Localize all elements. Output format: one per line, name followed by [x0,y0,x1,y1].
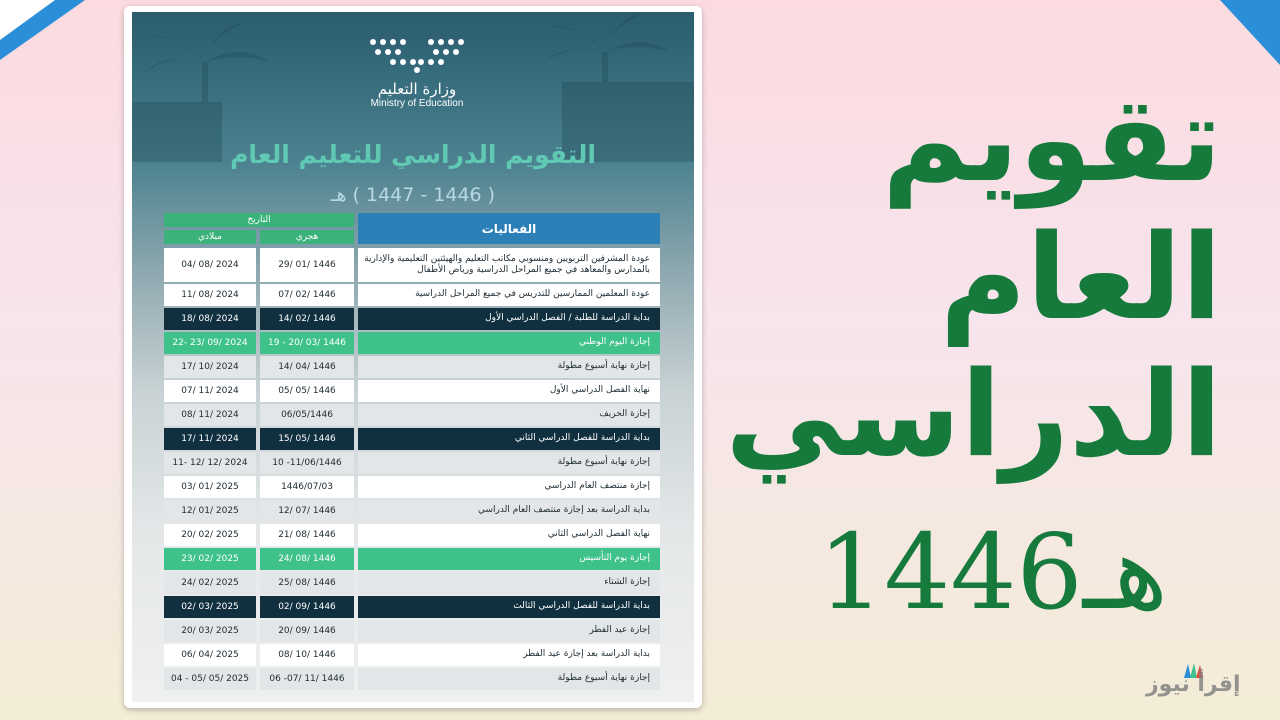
hijri-cell: 14/ 02/ 1446 [260,308,354,330]
table-row [164,428,660,450]
table-row [164,248,660,282]
gregorian-cell: 11/ 08/ 2024 [164,284,256,306]
hijri-cell: 12/ 07/ 1446 [260,500,354,522]
hijri-cell: 08/ 10/ 1446 [260,644,354,666]
headline-line1: تقويم [881,70,1222,208]
table-row [164,548,660,570]
hijri-cell: 19 - 20/ 03/ 1446 [260,332,354,354]
hijri-cell: 05/ 05/ 1446 [260,380,354,402]
gregorian-cell: 08/ 11/ 2024 [164,404,256,426]
header-events: الفعاليات [358,213,660,244]
table-row [164,668,660,690]
gregorian-cell: 23/ 02/ 2025 [164,548,256,570]
table-row [164,404,660,426]
event-cell: إجازة الشتاء [358,572,660,594]
event-cell: بداية الدراسة للفصل الدراسي الثالث [358,596,660,618]
gregorian-cell: 06/ 04/ 2025 [164,644,256,666]
calendar-poster [132,12,694,702]
event-cell: إجازة الخريف [358,404,660,426]
header-date: التاريخ [164,213,354,227]
event-cell: بداية الدراسة للفصل الدراسي الثاني [358,428,660,450]
table-row [164,308,660,330]
hijri-cell: 06/05/1446 [260,404,354,426]
gregorian-cell: 24/ 02/ 2025 [164,572,256,594]
hijri-cell: 06 -07/ 11/ 1446 [260,668,354,690]
event-cell: بداية الدراسة بعد إجازة منتصف العام الدراسي [358,500,660,522]
gregorian-cell: 04/ 08/ 2024 [164,248,256,282]
event-cell: إجازة نهاية أسبوع مطولة [358,668,660,690]
table-row [164,452,660,474]
hijri-cell: 1446/07/03 [260,476,354,498]
event-cell: بداية الدراسة بعد إجازة عيد الفطر [358,644,660,666]
gregorian-cell: 17/ 11/ 2024 [164,428,256,450]
gregorian-cell: 03/ 01/ 2025 [164,476,256,498]
hijri-cell: 14/ 04/ 1446 [260,356,354,378]
gregorian-cell: 20/ 03/ 2025 [164,620,256,642]
hijri-cell: 25/ 08/ 1446 [260,572,354,594]
table-row [164,500,660,522]
gregorian-cell: 02/ 03/ 2025 [164,596,256,618]
hijri-cell: 10 -11/06/1446 [260,452,354,474]
table-row [164,380,660,402]
corner-decoration-left-white [0,0,55,40]
table-row [164,332,660,354]
hijri-cell: 02/ 09/ 1446 [260,596,354,618]
event-cell: إجازة عيد الفطر [358,620,660,642]
gregorian-cell: 04 - 05/ 05/ 2025 [164,668,256,690]
headline-year: 1446هـ [818,511,1168,633]
event-cell: بداية الدراسة للطلبة / الفصل الدراسي الأول [358,308,660,330]
event-cell: نهاية الفصل الدراسي الأول [358,380,660,402]
poster-subtitle: ( 1446 - 1447 ) هـ [330,184,496,206]
event-cell: عودة المعلمين الممارسين للتدريس في جميع المراحل الدراسية [358,284,660,306]
header-gregorian: ميلادي [164,230,256,244]
ministry-name-english: Ministry of Education [370,98,464,109]
gregorian-cell: 11- 12/ 12/ 2024 [164,452,256,474]
table-row [164,356,660,378]
hijri-cell: 07/ 02/ 1446 [260,284,354,306]
header-hijri: هجري [260,230,354,244]
event-cell: إجازة نهاية أسبوع مطولة [358,452,660,474]
event-cell: نهاية الفصل الدراسي الثاني [358,524,660,546]
ministry-logo [347,36,487,128]
hijri-cell: 21/ 08/ 1446 [260,524,354,546]
ministry-dots-icon [367,36,467,76]
gregorian-cell: 22- 23/ 09/ 2024 [164,332,256,354]
event-cell: عودة المشرفين التربويين ومنسوبي مكاتب التعليم والهيئتين التعليمية والإدارية بالمدارس والمعاهد في جميع المراحل الدراسية ورياض الأطفال [358,248,660,282]
table-row [164,620,660,642]
headline-line2: العام [939,208,1222,346]
gregorian-cell: 12/ 01/ 2025 [164,500,256,522]
gregorian-cell: 20/ 02/ 2025 [164,524,256,546]
hijri-cell: 15/ 05/ 1446 [260,428,354,450]
poster-title: التقويم الدراسي للتعليم العام [230,140,596,169]
event-cell: إجازة يوم التأسيس [358,548,660,570]
table-row [164,284,660,306]
event-cell: إجازة اليوم الوطني [358,332,660,354]
event-cell: إجازة نهاية أسبوع مطولة [358,356,660,378]
gregorian-cell: 07/ 11/ 2024 [164,380,256,402]
gregorian-cell: 18/ 08/ 2024 [164,308,256,330]
event-cell: إجازة منتصف العام الدراسي [358,476,660,498]
table-row [164,572,660,594]
corner-decoration-right [1220,0,1280,65]
ministry-name-arabic: وزارة التعليم [377,80,457,98]
table-row [164,644,660,666]
gregorian-cell: 17/ 10/ 2024 [164,356,256,378]
watermark: إقرأ نيوز [1146,672,1241,697]
hijri-cell: 20/ 09/ 1446 [260,620,354,642]
table-row [164,476,660,498]
headline-line3: الدراسي [725,345,1222,483]
hijri-cell: 29/ 01/ 1446 [260,248,354,282]
table-row [164,596,660,618]
hijri-cell: 24/ 08/ 1446 [260,548,354,570]
table-row [164,524,660,546]
